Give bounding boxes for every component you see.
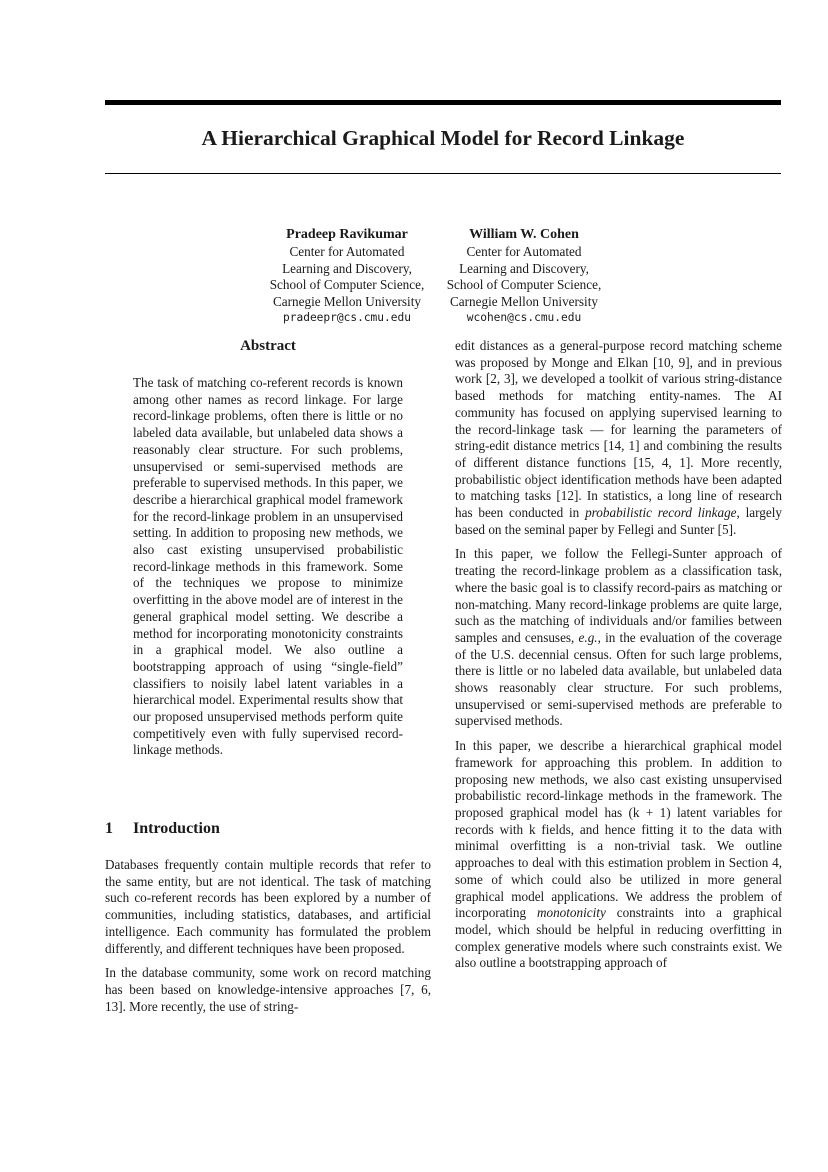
author-affiliation-line: Center for Automated [466,244,582,259]
section-title: Introduction [133,820,220,837]
author-name: William W. Cohen [469,227,579,242]
author-affiliation-line: Learning and Discovery, [282,260,412,276]
text-run: in the evaluation of the coverage of the U.S. decennial census. Often for such large problems, there is little or no labeled data available, but unlabeled data shows reasonably clear structure. For such problems, unsupervised or semi-supervised methods are preferable to supervised methods. [455,629,783,729]
author-name: Pradeep Ravikumar [286,227,408,242]
author-affiliation-line: Center for Automated [289,244,405,259]
left-column-body [105,857,431,1023]
author-affiliation-line: Learning and Discovery, [459,260,589,276]
top-rule [105,100,781,105]
paragraph: Databases frequently contain multiple records that refer to the same entity, but are not identical. The task of matching such co-referent records has been explored by a number of communities, including statistics, databases, and artificial intelligence. Each community has formulated the problem differently, and different techniques have been proposed. [105,857,431,956]
author-affiliation-line: School of Computer Science, [446,277,602,292]
text-run: edit distances as a general-purpose record matching scheme was proposed by Monge and Elkan [10, 9], and in previous work [2, 3], we developed a toolkit of various string-distance based methods for matching entity-names. The AI community has focused on applying supervised learning to the record-linkage task — for learning the parameters of string-edit distance metrics [14, 1] and combining the results of different distance functions [15, 4, 1]. More recently, probabilistic object identification methods have been adapted to matching tasks [12]. In statistics, a long line of research has been conducted in [455,338,782,521]
emphasis-text: probabilistic record linkage [585,505,737,521]
author-email: wcohen@cs.cmu.edu [466,311,582,324]
author-email: pradeepr@cs.cmu.edu [283,311,411,324]
author-block-1 [258,226,436,327]
abstract-heading: Abstract [240,338,296,354]
paper-title: A Hierarchical Graphical Model for Record Linkage [201,126,685,150]
text-run: In this paper, we follow the Fellegi-Sunter approach of treating the record-linkage problem as a classification task, where the basic goal is to classify record-pairs as matching or non-matching. Many record-linkage problems are quite large, such as the matching of individuals and/or families between samples and censuses, [455,546,782,645]
title-rule [105,173,781,174]
emphasis-text: monotonicity [536,905,606,921]
text-run: constraints into a graphical model, which should be helpful in reducing overfitting in complex generative models where such constraints exist. We also outline a bootstrapping approach of [455,905,782,971]
author-affiliation-line: School of Computer Science, [269,277,425,292]
paragraph: In the database community, some work on record matching has been based on knowledge-intensive approaches [7, 6, 13]. More recently, the use of string- [105,965,431,1014]
paragraph [455,546,782,730]
paragraph [455,338,782,538]
right-column-body [455,338,782,980]
abstract-text: The task of matching co-referent records is known among other names as record linkage. For large record-linkage problems, often there is little or no labeled data available, but unlabeled data shows a reasonably clear structure. For such problems, unsupervised or semi-supervised methods are preferable to supervised methods. In this paper, we describe a hierarchical graphical model framework for the record-linkage problem in an unsupervised setting. In addition to proposing new methods, we also cast existing unsupervised probabilistic record-linkage methods in this framework. Some of the techniques we propose to minimize overfitting in the above model are of interest in the general graphical model setting. We describe a method for incorporating monotonicity constraints in a graphical model. We also outline a bootstrapping approach of using “single-field” classifiers to noisily label latent variables in a hierarchical model. Experimental results show that our proposed unsupervised methods perform quite competitively even with fully supervised record-linkage methods. [133,375,403,758]
text-run: In this paper, we describe a hierarchical graphical model framework for approaching this problem. In addition to proposing new methods, we also cast existing unsupervised probabilistic record-linkage methods in the framework. The proposed graphical model has (k + 1) latent variables for records with k fields, and hence fitting it to the data with minimal overfitting is a non-trivial task. We outline approaches to deal with this estimation problem in Section 4, some of which could also be utilized in more general graphical model applications. We address the problem of incorporating [455,738,782,921]
text-run: , largely based on the seminal paper by Fellegi and Sunter [5]. [455,505,782,537]
author-block-2 [436,226,612,327]
author-affiliation-line: Carnegie Mellon University [450,293,598,309]
author-affiliation-line: Carnegie Mellon University [273,293,421,309]
section-heading-introduction [105,820,425,838]
section-number: 1 [105,820,113,837]
emphasis-text: e.g., [578,629,601,645]
paragraph [455,738,782,972]
